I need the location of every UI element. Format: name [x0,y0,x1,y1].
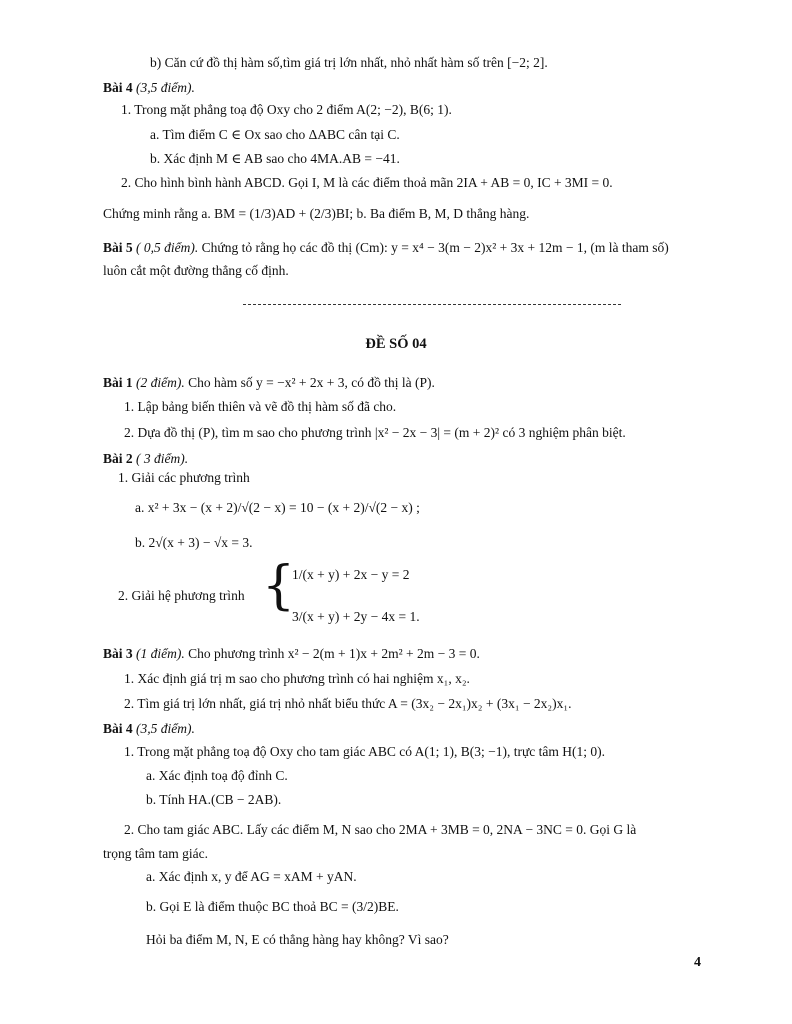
points-label: ( 3 điểm). [132,451,189,466]
text-line-l11 [124,398,396,416]
line-text: Cho phương trình x² − 2(m + 1)x + 2m² + 2m − 3 = 0. [184,646,480,661]
problem-label: Bài 2 [103,451,133,466]
text-line-l22 [124,695,571,713]
text-line-l23 [103,720,195,738]
line-text: 2. Cho hình bình hành ABCD. Gọi I, M là các điểm thoả mãn 2IA + AB = 0, IC + 3MI = 0. [121,175,613,190]
line-text: Chứng tỏ rằng họ các đồ thị (Cm): y = x⁴ − 3(m − 2)x² + 3x + 12m − 1, (m là tham số) [198,240,669,255]
text-line-l09 [103,262,289,280]
text-line-l19 [292,608,420,626]
text-line-l12 [124,424,626,442]
problem-label: Bài 4 [103,721,133,736]
line-text: b. Tính HA.(CB − 2AB). [146,792,282,807]
text-line-l26 [146,791,281,809]
points-label: (2 điểm). [132,375,185,390]
line-text: b. Gọi E là điểm thuộc BC thoả BC = (3/2)BE. [146,899,399,914]
text-line-l03 [121,101,452,119]
line-text: 2. Tìm giá trị lớn nhất, giá trị nhỏ nhất biểu thức A = (3x₂ − 2x₁)x₂ + (3x₁ − 2x₂)x₁. [124,696,572,711]
line-text: 1. Giải các phương trình [118,470,250,485]
text-line-l14 [118,469,250,487]
text-line-l01 [150,54,548,72]
text-line-l07 [103,205,529,223]
exam-title: ĐỀ SỐ 04 [365,336,427,352]
line-text: 1/(x + y) + 2x − y = 2 [292,567,410,582]
line-text: 2. Giải hệ phương trình [118,588,245,603]
system-brace: { [262,556,296,616]
line-text: a. Xác định x, y để AG = xAM + yAN. [146,869,357,884]
text-line-l21 [124,670,470,688]
text-line-l30 [146,898,399,916]
line-text: a. Tìm điểm C ∈ Ox sao cho ΔABC cân tại C. [150,127,400,142]
text-line-l17 [292,566,409,584]
line-text: a. Xác định toạ độ đỉnh C. [146,768,288,783]
points-label: ( 0,5 điểm). [132,240,199,255]
points-label: (3,5 điểm). [132,80,195,95]
line-text: 1. Trong mặt phẳng toạ độ Oxy cho 2 điểm A(2; −2), B(6; 1). [121,102,452,117]
line-text: Chứng minh rằng a. BM = (1/3)AD + (2/3)BI; b. Ba điểm B, M, D thẳng hàng. [103,206,530,221]
text-line-l15 [135,499,420,517]
line-text: b. Xác định M ∈ AB sao cho 4MA.AB = −41. [150,151,400,166]
line-text: 1. Xác định giá trị m sao cho phương trình có hai nghiệm x₁, x₂. [124,671,470,686]
text-line-l13 [103,450,188,468]
text-line-l06 [121,174,613,192]
line-text: b) Căn cứ đồ thị hàm số,tìm giá trị lớn nhất, nhỏ nhất hàm số trên [−2; 2]. [150,55,548,70]
problem-label: Bài 1 [103,375,133,390]
text-line-l18 [118,587,245,605]
text-line-l20 [103,645,480,663]
text-line-l08 [103,239,669,257]
line-text: Cho hàm số y = −x² + 2x + 3, có đồ thị là (P). [184,375,435,390]
problem-label: Bài 4 [103,80,133,95]
text-line-l27 [124,821,636,839]
line-text: 2. Cho tam giác ABC. Lấy các điểm M, N sao cho 2MA + 3MB = 0, 2NA − 3NC = 0. Gọi G là [124,822,637,837]
line-text: trọng tâm tam giác. [103,846,208,861]
line-text: a. x² + 3x − (x + 2)/√(2 − x) = 10 − (x + 2)/√(2 − x) ; [135,500,420,515]
line-text: 3/(x + y) + 2y − 4x = 1. [292,609,420,624]
text-line-l25 [146,767,288,785]
problem-label: Bài 5 [103,240,133,255]
points-label: (3,5 điểm). [132,721,195,736]
page-number: 4 [694,955,701,970]
text-line-l28 [103,845,208,863]
text-line-l10 [103,374,435,392]
text-line-l05 [150,150,400,168]
line-text: 1. Trong mặt phẳng toạ độ Oxy cho tam giác ABC có A(1; 1), B(3; −1), trực tâm H(1; 0). [124,744,605,759]
text-line-l02 [103,79,195,97]
text-line-l04 [150,126,400,144]
text-line-l29 [146,868,357,886]
line-text: b. 2√(x + 3) − √x = 3. [135,535,253,550]
problem-label: Bài 3 [103,646,133,661]
section-separator [243,304,621,305]
text-line-l24 [124,743,605,761]
line-text: 2. Dựa đồ thị (P), tìm m sao cho phương trình |x² − 2x − 3| = (m + 2)² có 3 nghiệm phân biệt. [124,425,626,440]
text-line-l16 [135,534,253,552]
line-text: Hỏi ba điểm M, N, E có thẳng hàng hay không? Vì sao? [146,932,449,947]
line-text: 1. Lập bảng biến thiên và vẽ đồ thị hàm số đã cho. [124,399,397,414]
line-text: luôn cắt một đường thẳng cố định. [103,263,289,278]
text-line-l31 [146,931,449,949]
points-label: (1 điểm). [132,646,185,661]
